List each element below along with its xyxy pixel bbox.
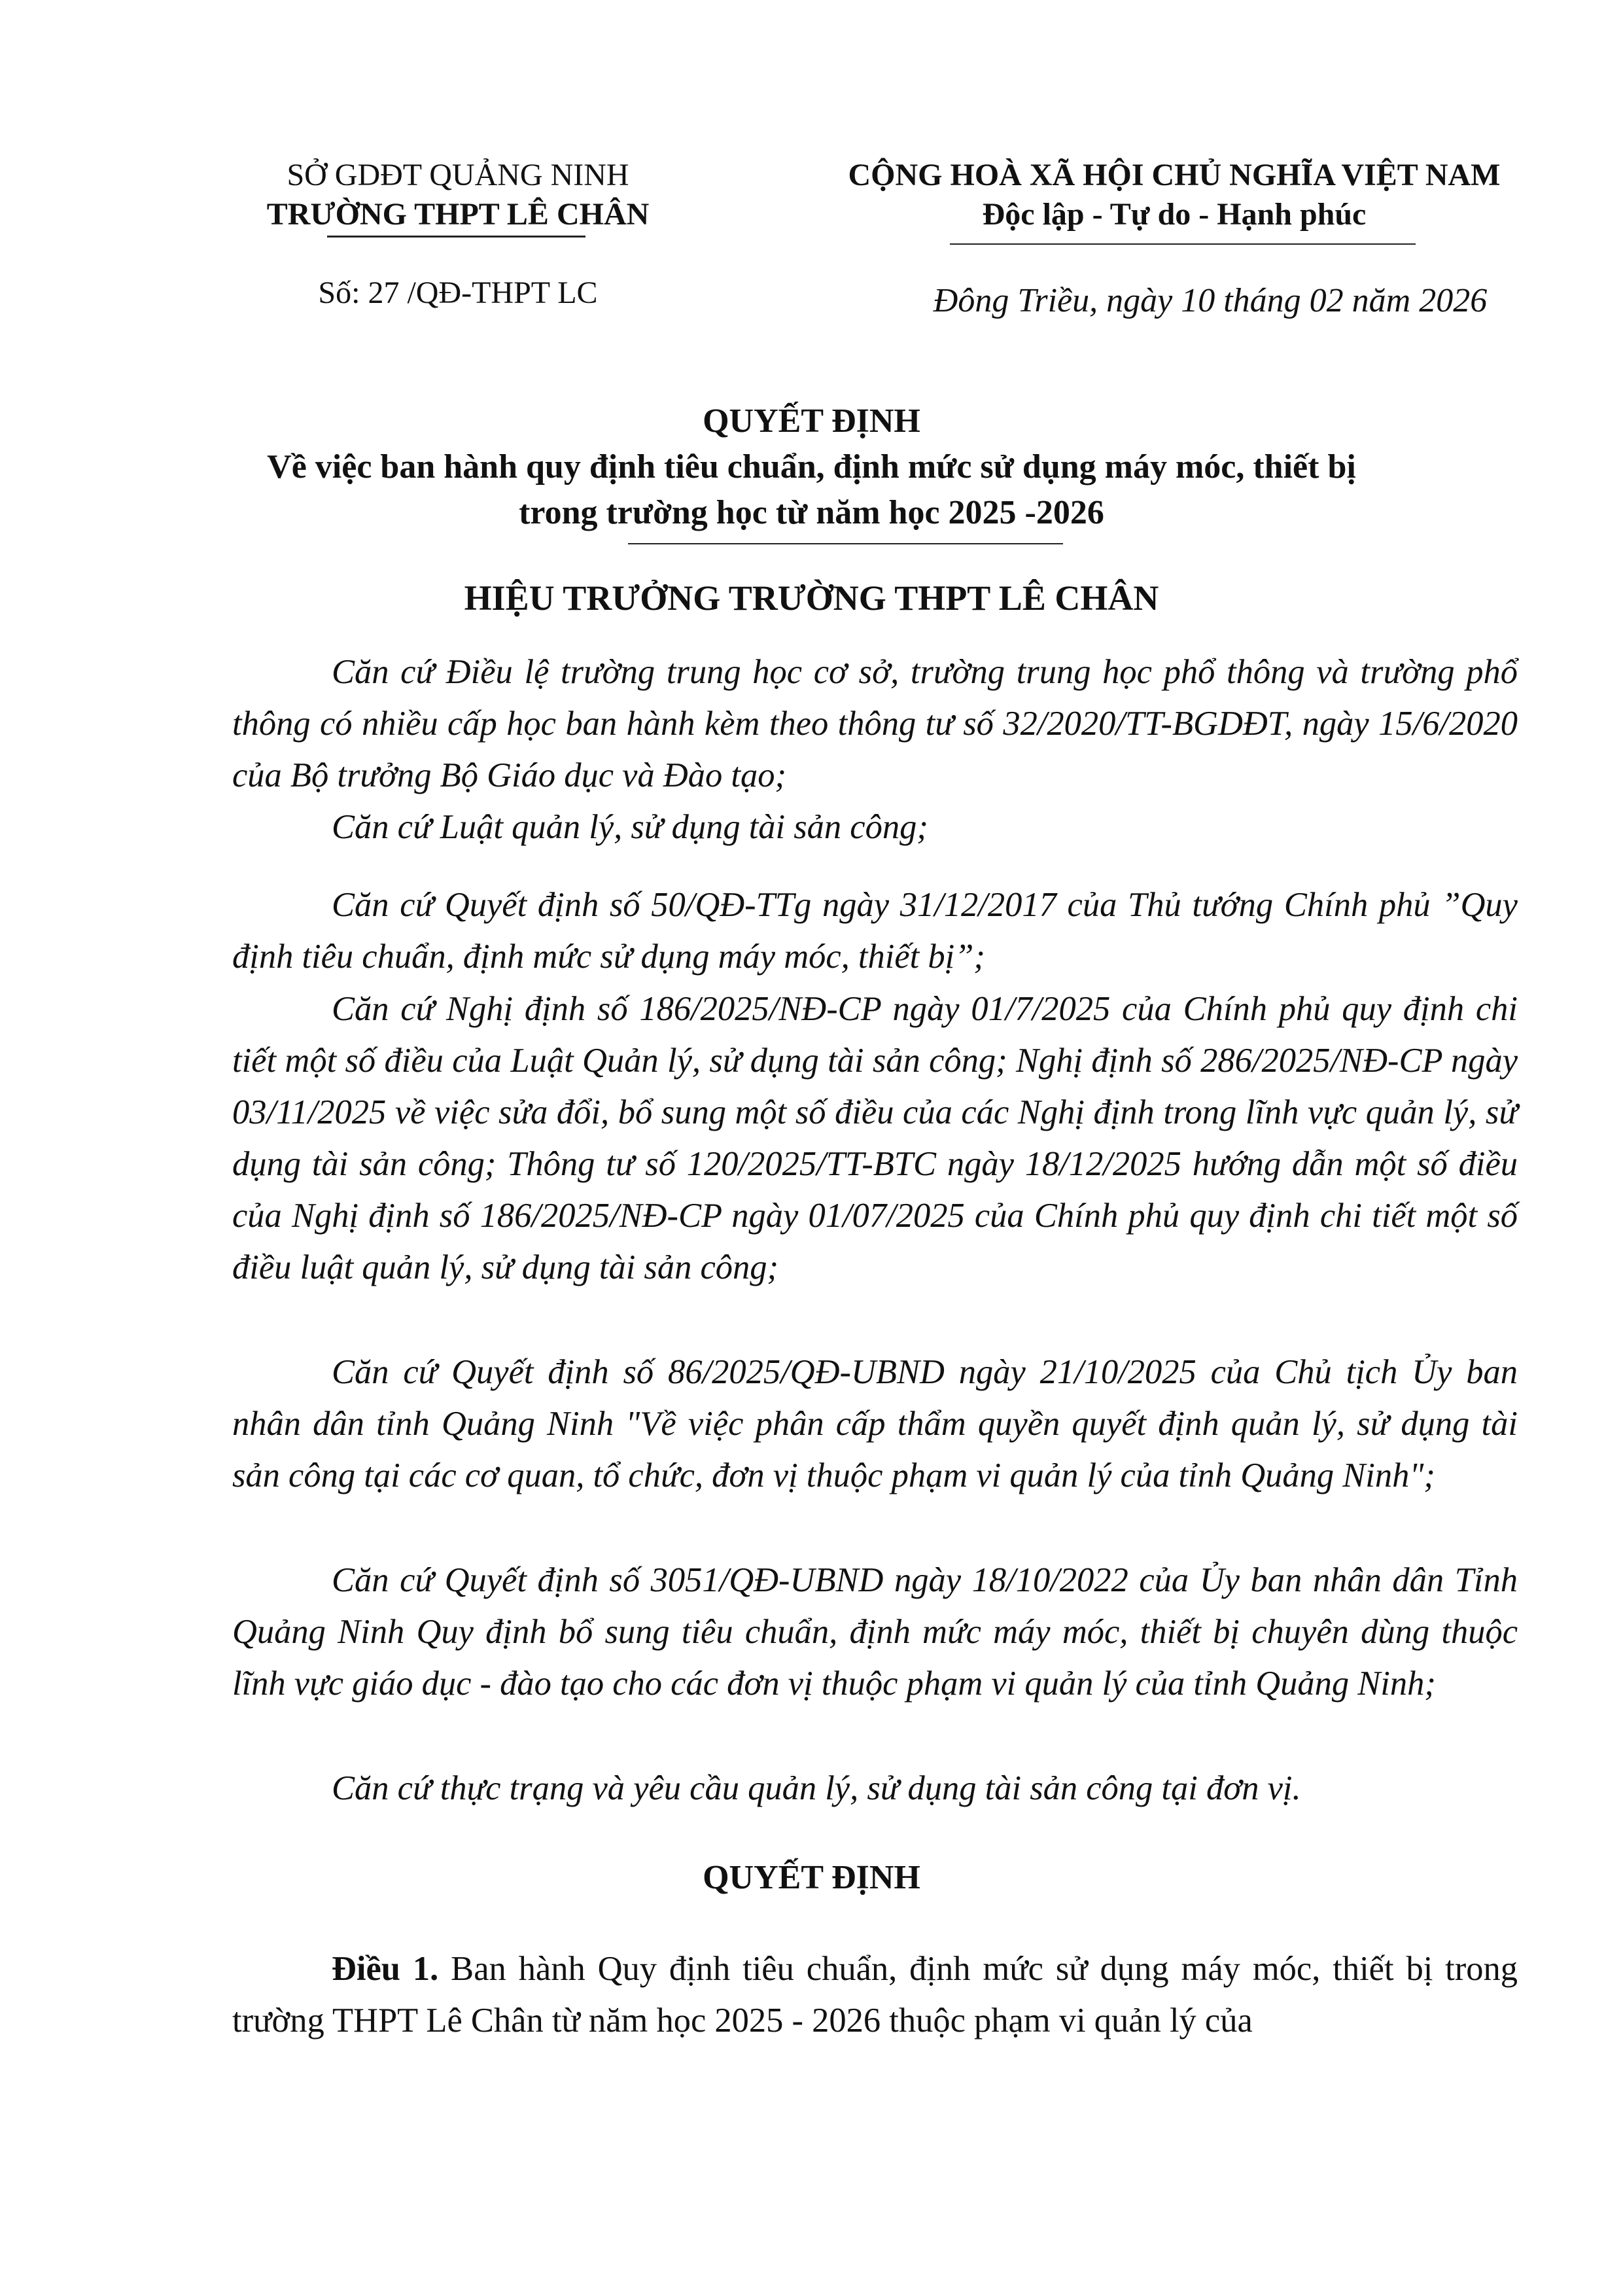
decision-subject-line1: Về việc ban hành quy định tiêu chuẩn, định mức sử dụng máy móc, thiết bị — [267, 448, 1356, 486]
department-name: SỞ GDĐT QUẢNG NINH — [287, 158, 629, 192]
date-line: Đông Triều, ngày 10 tháng 02 năm 2026 — [933, 282, 1488, 319]
school-underline — [327, 236, 585, 238]
basis-paragraph-6: Căn cứ Quyết định số 3051/QĐ-UBND ngày 18/10/2022 của Ủy ban nhân dân Tỉnh Quảng Ninh Quy định bổ sung tiêu chuẩn, định mức máy móc, thiết bị chuyên dùng thuộc lĩnh vực giáo dục - đào tạo cho các đơn vị thuộc phạm vi quản lý của tỉnh Quảng Ninh; — [232, 1561, 1518, 1703]
basis-paragraph-3: Căn cứ Quyết định số 50/QĐ-TTg ngày 31/12/2017 của Thủ tướng Chính phủ ”Quy định tiêu chuẩn, định mức sử dụng máy móc, thiết bị”; — [232, 886, 1518, 976]
motto-underline — [950, 243, 1416, 245]
basis-paragraph-7: Căn cứ thực trạng và yêu cầu quản lý, sử dụng tài sản công tại đơn vị. — [332, 1769, 1301, 1807]
decides-heading: QUYẾT ĐỊNH — [703, 1859, 920, 1896]
article-1-text: Ban hành Quy định tiêu chuẩn, định mức sử dụng máy móc, thiết bị trong trường THPT Lê Chân từ năm học 2025 - 2026 thuộc phạm vi quản lý của — [232, 1950, 1518, 2040]
basis-paragraph-5: Căn cứ Quyết định số 86/2025/QĐ-UBND ngày 21/10/2025 của Chủ tịch Ủy ban nhân dân tỉnh Quảng Ninh "Về việc phân cấp thẩm quyền quyết định quản lý, sử dụng tài sản công tại các cơ quan, tổ chức, đơn vị thuộc phạm vi quản lý của tỉnh Quảng Ninh"; — [232, 1353, 1518, 1494]
basis-paragraph-2: Căn cứ Luật quản lý, sử dụng tài sản công; — [332, 808, 928, 846]
subject-underline — [628, 543, 1063, 544]
basis-paragraph-4: Căn cứ Nghị định số 186/2025/NĐ-CP ngày 01/7/2025 của Chính phủ quy định chi tiết một số điều của Luật Quản lý, sử dụng tài sản công; Nghị định số 286/2025/NĐ-CP ngày 03/11/2025 về việc sửa đổi, bổ sung một số điều của các Nghị định trong lĩnh vực quản lý, sử dụng tài sản công; Thông tư số 120/2025/TT-BTC ngày 18/12/2025 hướng dẫn một số điều của Nghị định số 186/2025/NĐ-CP ngày 01/07/2025 của Chính phủ quy định chi tiết một số điều luật quản lý, sử dụng tài sản công; — [232, 990, 1518, 1286]
authority-title: HIỆU TRƯỞNG TRƯỜNG THPT LÊ CHÂN — [464, 578, 1159, 618]
document-number: Số: 27 /QĐ-THPT LC — [318, 275, 598, 310]
motto: Độc lập - Tự do - Hạnh phúc — [982, 197, 1367, 232]
basis-paragraph-1: Căn cứ Điều lệ trường trung học cơ sở, trường trung học phổ thông và trường phổ thông có nhiều cấp học ban hành kèm theo thông tư số 32/2020/TT-BGDĐT, ngày 15/6/2020 của Bộ trưởng Bộ Giáo dục và Đào tạo; — [232, 653, 1518, 794]
decision-heading: QUYẾT ĐỊNH — [703, 402, 920, 440]
decision-subject-line2: trong trường học từ năm học 2025 -2026 — [519, 494, 1104, 531]
article-1 — [232, 1943, 1518, 2047]
school-name: TRƯỜNG THPT LÊ CHÂN — [266, 197, 650, 232]
article-1-label: Điều 1. — [332, 1950, 439, 1988]
nation-title: CỘNG HOÀ XÃ HỘI CHỦ NGHĨA VIỆT NAM — [848, 158, 1501, 192]
